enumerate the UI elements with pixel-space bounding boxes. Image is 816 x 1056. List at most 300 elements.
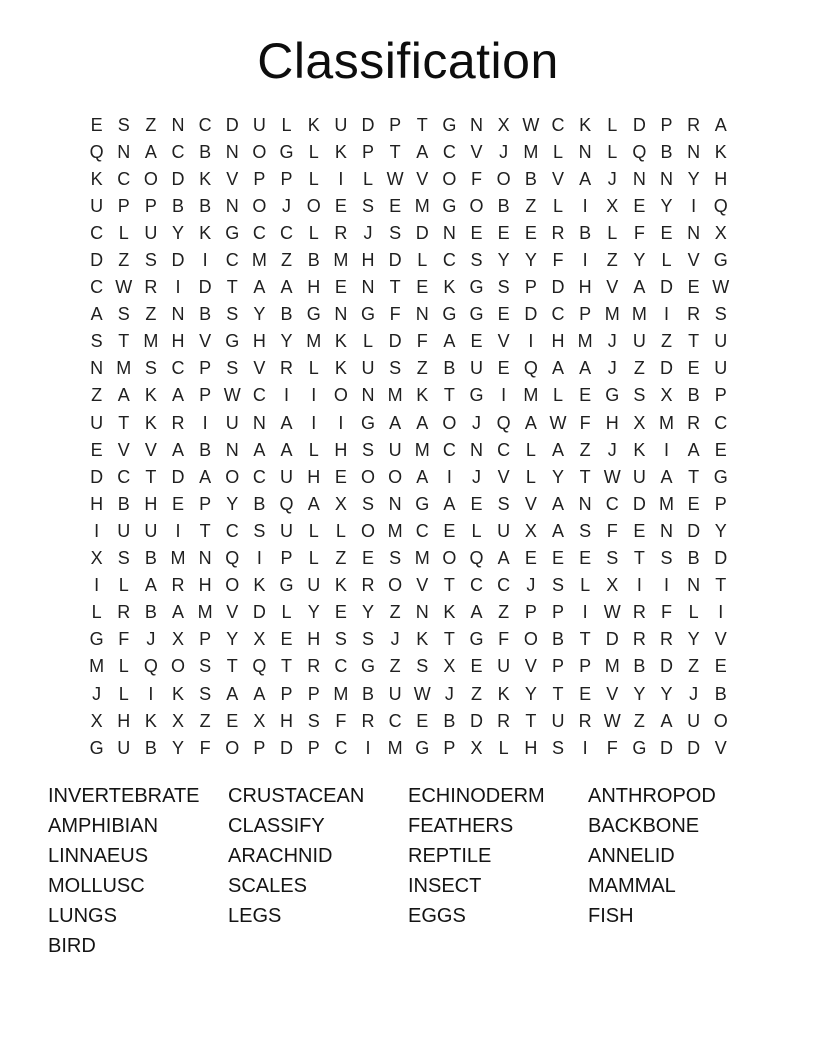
- grid-cell: P: [714, 385, 727, 406]
- grid-cell: A: [551, 520, 564, 541]
- grid-cell: E: [633, 520, 646, 541]
- grid-cell: P: [660, 114, 673, 135]
- grid-cell: E: [497, 304, 510, 325]
- grid-cell: M: [523, 141, 539, 162]
- grid-cell: C: [280, 222, 294, 243]
- grid-cell: N: [361, 277, 375, 298]
- grid-cell: W: [522, 114, 540, 135]
- grid-cell: Q: [252, 656, 267, 677]
- grid-cell: N: [361, 385, 375, 406]
- grid-cell: V: [524, 656, 537, 677]
- grid-cell: E: [226, 710, 239, 731]
- grid-cell: R: [307, 656, 321, 677]
- grid-cell: K: [443, 277, 456, 298]
- grid-cell: Z: [199, 710, 211, 731]
- grid-cell: Q: [496, 412, 511, 433]
- grid-cell: E: [714, 439, 727, 460]
- grid-cell: Q: [632, 141, 647, 162]
- grid-cell: B: [199, 141, 212, 162]
- grid-cell: Y: [687, 629, 700, 650]
- grid-cell: Z: [471, 683, 483, 704]
- grid-cell: P: [280, 548, 293, 569]
- grid-cell: G: [306, 304, 321, 325]
- grid-cell: N: [388, 493, 402, 514]
- grid-cell: F: [552, 250, 564, 271]
- grid-cell: C: [442, 141, 456, 162]
- grid-cell: H: [714, 168, 728, 189]
- grid-cell: W: [223, 385, 241, 406]
- grid-cell: Y: [361, 602, 374, 623]
- grid-cell: L: [281, 114, 292, 135]
- grid-cell: D: [605, 629, 619, 650]
- grid-cell: A: [497, 548, 510, 569]
- grid-cell: X: [171, 629, 184, 650]
- grid-cell: Z: [281, 250, 293, 271]
- word-list-item: ARACHNID: [228, 845, 333, 867]
- grid-cell: B: [633, 656, 646, 677]
- grid-cell: U: [632, 331, 646, 352]
- grid-cell: V: [253, 358, 266, 379]
- grid-cell: D: [252, 602, 266, 623]
- word-list-item: EGGS: [408, 905, 466, 927]
- word-list-item: CLASSIFY: [228, 815, 325, 837]
- grid-cell: D: [660, 277, 674, 298]
- grid-cell: T: [715, 575, 727, 596]
- grid-cell: E: [497, 358, 510, 379]
- grid-cell: T: [443, 575, 455, 596]
- grid-cell: O: [523, 629, 538, 650]
- grid-cell: P: [579, 656, 592, 677]
- grid-cell: W: [603, 710, 621, 731]
- grid-cell: H: [578, 277, 592, 298]
- grid-cell: L: [118, 683, 129, 704]
- grid-cell: F: [389, 304, 401, 325]
- grid-cell: L: [308, 548, 319, 569]
- grid-cell: B: [117, 493, 130, 514]
- grid-cell: V: [714, 737, 727, 758]
- grid-cell: E: [416, 710, 429, 731]
- grid-cell: X: [470, 737, 483, 758]
- grid-cell: E: [470, 331, 483, 352]
- grid-cell: A: [524, 412, 537, 433]
- grid-cell: N: [660, 520, 674, 541]
- grid-cell: A: [443, 493, 456, 514]
- grid-cell: G: [632, 737, 647, 758]
- grid-cell: I: [338, 168, 344, 189]
- grid-cell: L: [308, 358, 319, 379]
- grid-cell: O: [442, 548, 457, 569]
- grid-cell: W: [712, 277, 730, 298]
- grid-cell: T: [226, 656, 238, 677]
- grid-cell: U: [687, 710, 701, 731]
- grid-cell: X: [90, 548, 103, 569]
- grid-cell: U: [388, 683, 402, 704]
- grid-cell: A: [253, 683, 266, 704]
- grid-cell: A: [443, 331, 456, 352]
- grid-cell: V: [606, 683, 619, 704]
- grid-cell: A: [714, 114, 727, 135]
- grid-cell: A: [144, 575, 157, 596]
- grid-cell: G: [360, 304, 375, 325]
- grid-cell: T: [579, 466, 591, 487]
- grid-cell: S: [579, 520, 592, 541]
- grid-cell: M: [414, 439, 430, 460]
- grid-cell: U: [714, 358, 728, 379]
- grid-cell: R: [361, 575, 375, 596]
- grid-cell: V: [551, 168, 564, 189]
- grid-cell: C: [334, 737, 348, 758]
- grid-cell: M: [659, 493, 675, 514]
- grid-cell: I: [582, 602, 588, 623]
- grid-cell: P: [199, 385, 212, 406]
- grid-cell: G: [605, 385, 620, 406]
- grid-cell: E: [470, 493, 483, 514]
- grid-cell: U: [252, 114, 266, 135]
- grid-cell: R: [687, 412, 701, 433]
- grid-cell: S: [144, 358, 157, 379]
- grid-cell: J: [607, 331, 617, 352]
- grid-cell: Y: [551, 466, 564, 487]
- grid-cell: C: [171, 358, 185, 379]
- grid-cell: L: [498, 737, 509, 758]
- grid-cell: G: [713, 250, 728, 271]
- grid-cell: L: [118, 222, 129, 243]
- grid-cell: D: [415, 222, 429, 243]
- grid-cell: T: [389, 277, 401, 298]
- grid-cell: E: [470, 656, 483, 677]
- grid-cell: G: [469, 277, 484, 298]
- grid-cell: Y: [280, 331, 293, 352]
- grid-cell: D: [90, 466, 104, 487]
- grid-cell: H: [252, 331, 266, 352]
- word-list-item: MOLLUSC: [48, 875, 145, 897]
- grid-cell: P: [253, 168, 266, 189]
- grid-cell: M: [577, 331, 593, 352]
- grid-cell: I: [582, 195, 588, 216]
- grid-cell: S: [334, 629, 347, 650]
- grid-cell: M: [143, 331, 159, 352]
- grid-cell: C: [605, 493, 619, 514]
- grid-cell: K: [199, 168, 212, 189]
- grid-cell: N: [415, 304, 429, 325]
- grid-cell: K: [253, 575, 266, 596]
- grid-cell: L: [552, 385, 563, 406]
- grid-cell: U: [497, 656, 511, 677]
- grid-cell: A: [280, 412, 293, 433]
- grid-cell: B: [660, 141, 673, 162]
- grid-cell: K: [497, 683, 510, 704]
- word-list-column-2: [228, 781, 408, 961]
- grid-cell: K: [144, 412, 157, 433]
- word-list-item: CRUSTACEAN: [228, 785, 365, 807]
- grid-cell: O: [225, 466, 240, 487]
- grid-cell: E: [687, 358, 700, 379]
- grid-cell: U: [117, 520, 131, 541]
- grid-cell: L: [417, 250, 428, 271]
- grid-cell: E: [579, 683, 592, 704]
- grid-cell: T: [552, 683, 564, 704]
- grid-cell: S: [361, 195, 374, 216]
- grid-cell: I: [582, 250, 588, 271]
- grid-cell: B: [253, 493, 266, 514]
- grid-cell: T: [281, 656, 293, 677]
- grid-cell: B: [361, 683, 374, 704]
- grid-cell: A: [633, 277, 646, 298]
- grid-cell: F: [498, 629, 510, 650]
- grid-cell: O: [360, 520, 375, 541]
- grid-cell: E: [90, 114, 103, 135]
- grid-cell: Z: [389, 602, 401, 623]
- grid-cell: E: [334, 195, 347, 216]
- grid-cell: D: [171, 168, 185, 189]
- grid-cell: L: [362, 168, 373, 189]
- grid-cell: P: [199, 493, 212, 514]
- grid-cell: G: [89, 629, 104, 650]
- grid-cell: O: [496, 168, 511, 189]
- grid-cell: A: [416, 466, 429, 487]
- grid-cell: K: [334, 141, 347, 162]
- grid-cell: J: [607, 358, 617, 379]
- grid-cell: X: [660, 385, 673, 406]
- grid-cell: A: [551, 358, 564, 379]
- grid-cell: A: [117, 385, 130, 406]
- grid-cell: P: [551, 602, 564, 623]
- grid-cell: C: [117, 466, 131, 487]
- grid-cell: W: [386, 168, 404, 189]
- word-list-item: INVERTEBRATE: [48, 785, 200, 807]
- grid-cell: A: [226, 683, 239, 704]
- grid-cell: J: [390, 629, 400, 650]
- grid-cell: J: [363, 222, 373, 243]
- grid-cell: T: [389, 141, 401, 162]
- grid-cell: M: [387, 385, 403, 406]
- grid-cell: G: [442, 114, 457, 135]
- grid-cell: R: [171, 575, 185, 596]
- grid-cell: V: [144, 439, 157, 460]
- grid-cell: M: [170, 548, 186, 569]
- grid-cell: Y: [171, 222, 184, 243]
- grid-cell: K: [579, 114, 592, 135]
- grid-cell: G: [89, 737, 104, 758]
- word-list-item: LINNAEUS: [48, 845, 149, 867]
- grid-cell: F: [118, 629, 130, 650]
- grid-cell: N: [632, 168, 646, 189]
- grid-cell: S: [117, 114, 130, 135]
- grid-cell: X: [253, 710, 266, 731]
- grid-cell: G: [415, 737, 430, 758]
- grid-cell: B: [144, 737, 157, 758]
- word-list: [48, 781, 778, 961]
- word-list-item: AMPHIBIAN: [48, 815, 159, 837]
- grid-cell: T: [525, 710, 537, 731]
- grid-cell: O: [469, 195, 484, 216]
- grid-cell: D: [632, 493, 646, 514]
- grid-cell: Y: [633, 683, 646, 704]
- grid-cell: U: [144, 222, 158, 243]
- grid-cell: B: [497, 195, 510, 216]
- grid-cell: H: [307, 277, 321, 298]
- grid-cell: C: [470, 575, 484, 596]
- grid-cell: W: [115, 277, 133, 298]
- grid-cell: Y: [714, 520, 727, 541]
- grid-cell: A: [389, 412, 402, 433]
- grid-cell: F: [416, 331, 428, 352]
- grid-cell: M: [387, 737, 403, 758]
- grid-cell: O: [442, 168, 457, 189]
- grid-cell: B: [524, 168, 537, 189]
- word-list-item: BIRD: [48, 935, 96, 957]
- grid-cell: D: [524, 304, 538, 325]
- grid-cell: A: [660, 710, 673, 731]
- grid-cell: L: [580, 575, 591, 596]
- grid-cell: D: [714, 548, 728, 569]
- grid-cell: K: [90, 168, 103, 189]
- grid-cell: S: [389, 222, 402, 243]
- grid-cell: H: [361, 250, 375, 271]
- grid-cell: I: [256, 548, 262, 569]
- grid-cell: B: [280, 304, 293, 325]
- grid-cell: J: [146, 629, 156, 650]
- word-list-item: FISH: [588, 905, 634, 927]
- grid-cell: S: [226, 304, 239, 325]
- grid-cell: T: [118, 412, 130, 433]
- grid-cell: I: [94, 575, 100, 596]
- word-list-column-4: [588, 781, 768, 961]
- grid-cell: C: [252, 466, 266, 487]
- grid-cell: Y: [687, 168, 700, 189]
- grid-cell: L: [525, 439, 536, 460]
- grid-cell: H: [144, 493, 158, 514]
- grid-cell: X: [171, 710, 184, 731]
- grid-cell: U: [497, 520, 511, 541]
- grid-cell: B: [171, 195, 184, 216]
- grid-cell: H: [117, 710, 131, 731]
- grid-cell: K: [334, 358, 347, 379]
- grid-cell: A: [416, 412, 429, 433]
- word-list-item: REPTILE: [408, 845, 492, 867]
- grid-cell: B: [144, 548, 157, 569]
- grid-cell: Y: [497, 250, 510, 271]
- grid-cell: V: [416, 575, 429, 596]
- grid-cell: E: [280, 629, 293, 650]
- grid-cell: Y: [633, 250, 646, 271]
- grid-cell: F: [606, 520, 618, 541]
- grid-cell: N: [415, 602, 429, 623]
- grid-cell: N: [252, 412, 266, 433]
- puzzle-title: Classification: [257, 33, 559, 89]
- grid-cell: P: [551, 656, 564, 677]
- grid-cell: B: [199, 439, 212, 460]
- grid-cell: J: [607, 168, 617, 189]
- grid-cell: X: [606, 575, 619, 596]
- grid-cell: M: [604, 656, 620, 677]
- grid-cell: M: [659, 412, 675, 433]
- grid-cell: Y: [660, 195, 673, 216]
- grid-cell: K: [171, 683, 184, 704]
- grid-cell: U: [117, 737, 131, 758]
- grid-cell: M: [306, 331, 322, 352]
- grid-cell: S: [307, 710, 320, 731]
- grid-cell: S: [606, 548, 619, 569]
- grid-cell: H: [198, 575, 212, 596]
- grid-cell: D: [388, 250, 402, 271]
- grid-cell: A: [90, 304, 103, 325]
- grid-cell: I: [582, 737, 588, 758]
- grid-cell: E: [524, 222, 537, 243]
- grid-cell: B: [144, 602, 157, 623]
- grid-cell: V: [524, 493, 537, 514]
- grid-cell: E: [497, 222, 510, 243]
- grid-cell: Y: [660, 683, 673, 704]
- grid-cell: L: [552, 141, 563, 162]
- grid-cell: B: [199, 195, 212, 216]
- grid-cell: E: [714, 656, 727, 677]
- grid-cell: G: [360, 412, 375, 433]
- grid-cell: R: [687, 114, 701, 135]
- grid-cell: L: [308, 520, 319, 541]
- grid-cell: C: [90, 222, 104, 243]
- grid-cell: D: [361, 114, 375, 135]
- grid-cell: D: [660, 737, 674, 758]
- grid-cell: T: [633, 548, 645, 569]
- grid-cell: A: [253, 277, 266, 298]
- grid-cell: Q: [143, 656, 158, 677]
- grid-cell: C: [497, 575, 511, 596]
- grid-cell: L: [118, 575, 129, 596]
- grid-cell: I: [284, 385, 290, 406]
- grid-cell: S: [497, 493, 510, 514]
- grid-cell: I: [636, 575, 642, 596]
- grid-cell: A: [144, 141, 157, 162]
- grid-cell: C: [551, 304, 565, 325]
- grid-cell: P: [443, 737, 456, 758]
- grid-cell: E: [334, 602, 347, 623]
- grid-cell: K: [144, 385, 157, 406]
- grid-cell: C: [90, 277, 104, 298]
- grid-cell: E: [687, 277, 700, 298]
- grid-cell: H: [551, 331, 565, 352]
- grid-cell: I: [94, 520, 100, 541]
- grid-cell: K: [416, 629, 429, 650]
- grid-cell: O: [306, 195, 321, 216]
- grid-cell: A: [579, 168, 592, 189]
- grid-cell: V: [714, 629, 727, 650]
- grid-cell: I: [365, 737, 371, 758]
- grid-cell: A: [171, 439, 184, 460]
- grid-cell: L: [552, 195, 563, 216]
- grid-cell: O: [225, 575, 240, 596]
- grid-cell: I: [528, 331, 534, 352]
- grid-cell: K: [199, 222, 212, 243]
- grid-cell: N: [660, 168, 674, 189]
- grid-cell: T: [579, 629, 591, 650]
- grid-cell: A: [253, 439, 266, 460]
- grid-cell: A: [199, 466, 212, 487]
- grid-cell: Z: [498, 602, 510, 623]
- grid-cell: E: [551, 548, 564, 569]
- grid-cell: B: [687, 548, 700, 569]
- grid-cell: I: [202, 412, 208, 433]
- grid-cell: K: [633, 439, 646, 460]
- grid-cell: Z: [525, 195, 537, 216]
- grid-cell: S: [361, 493, 374, 514]
- grid-cell: S: [199, 683, 212, 704]
- grid-cell: I: [148, 683, 154, 704]
- grid-cell: D: [660, 656, 674, 677]
- grid-cell: O: [388, 466, 403, 487]
- grid-cell: S: [199, 656, 212, 677]
- grid-cell: T: [199, 520, 211, 541]
